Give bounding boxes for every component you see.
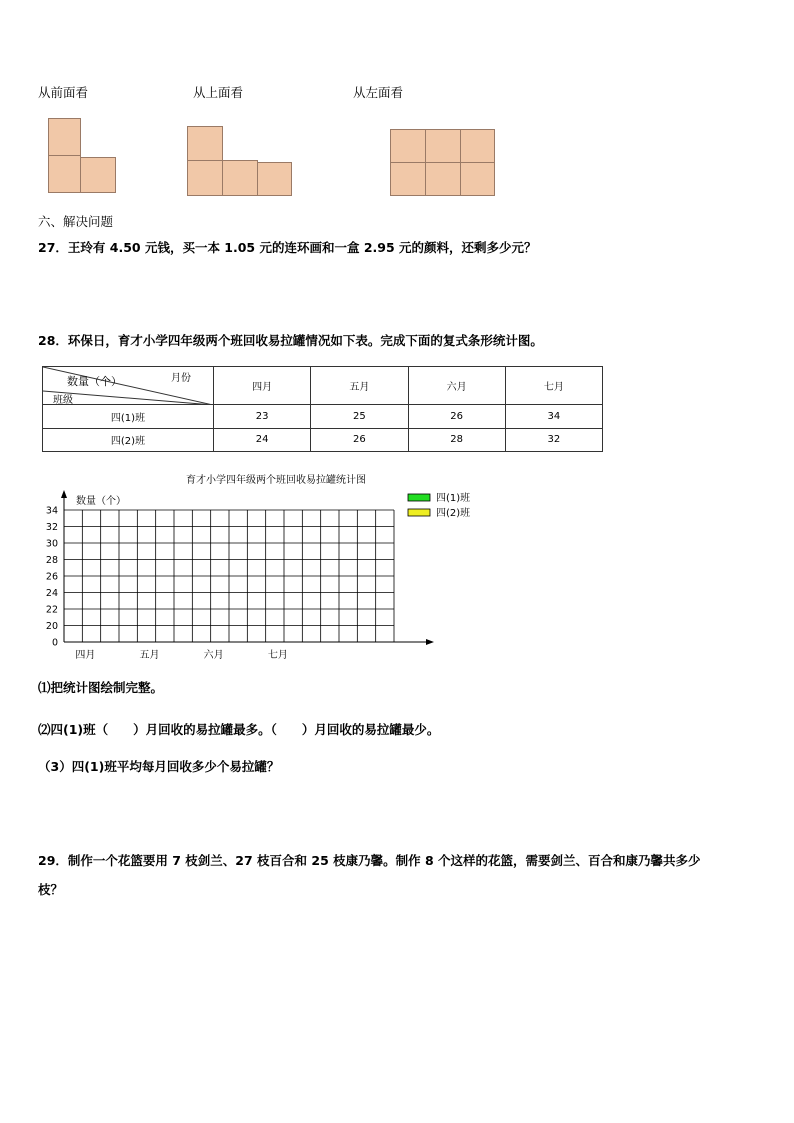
question-27: 27．王玲有 4.50 元钱，买一本 1.05 元的连环画和一盒 2.95 元的颜料，还剩多少元？	[38, 240, 537, 255]
y-tick-label: 34	[45, 505, 58, 517]
table-cell: 26	[408, 405, 505, 429]
row-label: 四(1)班	[43, 405, 214, 429]
legend-swatch	[408, 509, 430, 516]
cube	[222, 160, 258, 196]
left-view-label: 从左面看	[353, 85, 404, 100]
question-29-line-2: 枝？	[38, 882, 64, 897]
table-cell: 32	[505, 428, 602, 452]
table-cell: 25	[311, 405, 408, 429]
cube	[257, 162, 292, 196]
y-tick-label: 20	[45, 621, 58, 632]
y-axis-label: 数量（个）	[76, 496, 126, 507]
month-header: 七月	[505, 367, 602, 405]
month-header: 四月	[214, 367, 311, 405]
chart-title: 育才小学四年级两个班回收易拉罐统计图	[186, 475, 366, 486]
bar-chart-grid	[36, 470, 496, 665]
legend-label: 四(2)班	[436, 508, 471, 519]
cube	[48, 155, 81, 193]
x-tick-label: 四月	[75, 650, 96, 661]
month-header: 六月	[408, 367, 505, 405]
legend-label: 四(1)班	[436, 493, 471, 504]
cube	[460, 162, 495, 196]
table-cell: 23	[214, 405, 311, 429]
y-tick-label: 26	[45, 571, 58, 583]
corner-quantity-label: 数量（个）	[67, 375, 122, 388]
cube	[187, 160, 223, 196]
table-corner-header	[43, 367, 214, 405]
section-title: 六、解决问题	[38, 214, 114, 229]
corner-month-label: 月份	[171, 373, 191, 384]
y-tick-label: 28	[45, 555, 58, 566]
y-tick-label: 30	[45, 538, 58, 550]
x-tick-label: 五月	[139, 650, 160, 661]
y-axis-arrow-icon	[61, 490, 67, 498]
x-tick-label: 六月	[203, 650, 224, 661]
sub-question-2: ⑵四(1)班（ ）月回收的易拉罐最多。（ ）月回收的易拉罐最少。	[38, 722, 440, 737]
question-29-line-1: 29．制作一个花篮要用 7 枝剑兰、27 枝百合和 25 枝康乃馨。制作 8 个这样的花篮，需要剑兰、百合和康乃馨共多少	[38, 853, 701, 868]
question-28: 28．环保日，育才小学四年级两个班回收易拉罐情况如下表。完成下面的复式条形统计图。	[38, 333, 543, 348]
row-label: 四(2)班	[43, 428, 214, 452]
table-cell: 26	[311, 428, 408, 452]
y-tick-label: 0	[51, 637, 58, 649]
cube	[460, 129, 495, 163]
table-cell: 34	[505, 405, 602, 429]
table-row	[43, 428, 603, 452]
x-axis-arrow-icon	[426, 639, 434, 645]
y-tick-label: 22	[45, 604, 58, 616]
y-tick-label: 32	[45, 522, 58, 533]
cube	[390, 162, 426, 196]
front-view-label: 从前面看	[38, 85, 89, 100]
cube	[425, 129, 461, 163]
cube	[48, 118, 81, 156]
legend-swatch	[408, 494, 430, 501]
table-cell: 24	[214, 428, 311, 452]
cube	[187, 126, 223, 161]
corner-class-label: 班级	[53, 395, 73, 406]
table-cell: 28	[408, 428, 505, 452]
cube	[425, 162, 461, 196]
table-row	[43, 405, 603, 429]
cube	[390, 129, 426, 163]
month-header: 五月	[311, 367, 408, 405]
x-tick-label: 七月	[267, 650, 288, 661]
sub-question-3: （3）四(1)班平均每月回收多少个易拉罐？	[38, 759, 280, 774]
y-tick-label: 24	[45, 588, 58, 599]
sub-question-1: ⑴把统计图绘制完整。	[38, 680, 164, 695]
data-table	[42, 366, 603, 452]
cube	[80, 157, 116, 193]
top-view-label: 从上面看	[193, 85, 244, 100]
